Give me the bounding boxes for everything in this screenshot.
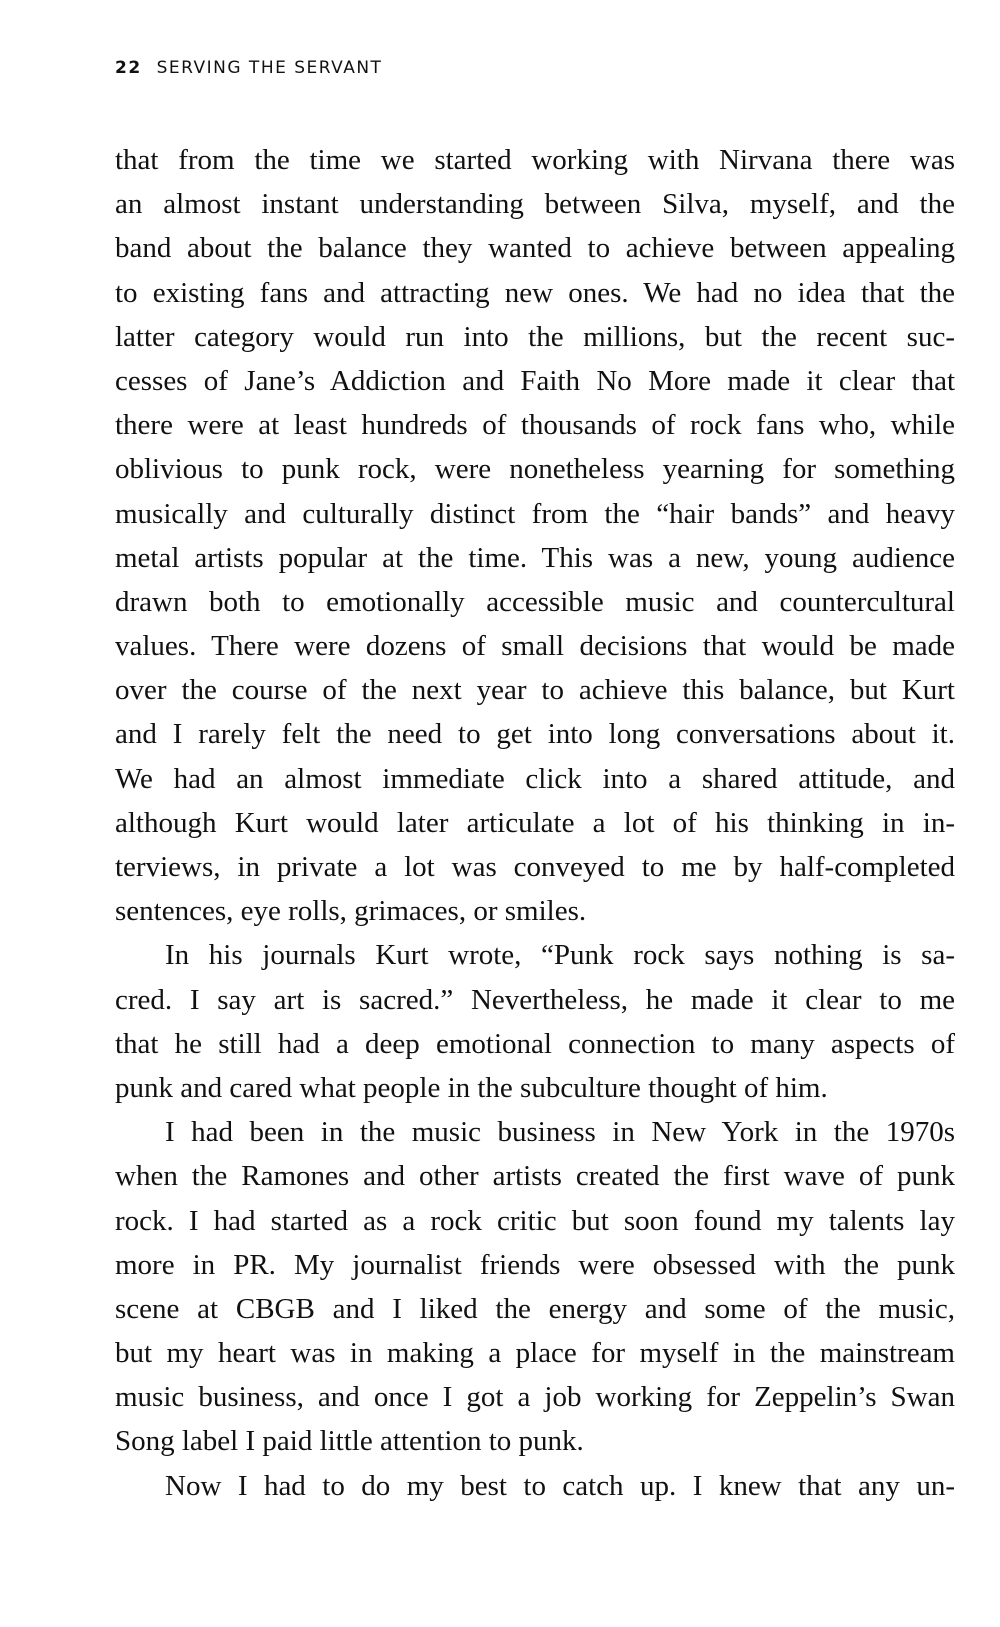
text-line: musically and culturally distinct from the “hair bands” and heavy: [115, 497, 955, 530]
text-line: an almost instant understanding between Silva, myself, and the: [115, 188, 955, 221]
text-line: We had an almost immediate click into a shared attitude, and: [115, 762, 955, 795]
text-line: over the course of the next year to achieve this balance, but Kurt: [115, 674, 955, 707]
text-line: sentences, eye rolls, grimaces, or smiles.: [115, 895, 587, 928]
text-line: but my heart was in making a place for myself in the mainstream: [115, 1337, 955, 1370]
text-line: metal artists popular at the time. This was a new, young audience: [115, 541, 955, 574]
text-line: band about the balance they wanted to achieve between appealing: [115, 232, 955, 265]
text-line: that from the time we started working with Nirvana there was: [115, 144, 955, 176]
text-line: cesses of Jane’s Addiction and Faith No More made it clear that: [115, 364, 955, 397]
text-line: that he still had a deep emotional connection to many aspects of: [115, 1027, 955, 1060]
text-line: although Kurt would later articulate a lot of his thinking in in-: [115, 806, 955, 839]
body-text: [115, 138, 955, 1508]
text-line: oblivious to punk rock, were nonetheless yearning for something: [115, 453, 955, 486]
running-head: [115, 58, 382, 78]
text-line: In his journals Kurt wrote, “Punk rock says nothing is sa-: [165, 939, 955, 972]
text-line: to existing fans and attracting new ones. We had no idea that the: [115, 276, 955, 309]
text-line: latter category would run into the millions, but the recent suc-: [115, 320, 955, 353]
text-line: when the Ramones and other artists created the first wave of punk: [115, 1160, 955, 1193]
text-line: and I rarely felt the need to get into long conversations about it.: [115, 718, 955, 751]
text-line: Song label I paid little attention to punk.: [115, 1425, 584, 1458]
text-line: terviews, in private a lot was conveyed to me by half-completed: [115, 851, 955, 883]
running-title: SERVING THE SERVANT: [156, 58, 383, 78]
text-line: cred. I say art is sacred.” Nevertheless, he made it clear to me: [115, 983, 955, 1016]
text-line: I had been in the music business in New York in the 1970s: [165, 1116, 955, 1149]
text-line: punk and cared what people in the subculture thought of him.: [115, 1071, 828, 1104]
page-number: 22: [115, 58, 142, 78]
text-line: Now I had to do my best to catch up. I knew that any un-: [165, 1469, 955, 1502]
text-line: scene at CBGB and I liked the energy and some of the music,: [115, 1292, 955, 1325]
text-line: music business, and once I got a job working for Zeppelin’s Swan: [115, 1381, 955, 1414]
text-line: more in PR. My journalist friends were obsessed with the punk: [115, 1248, 955, 1281]
text-line: drawn both to emotionally accessible music and countercultural: [115, 585, 955, 618]
text-line: values. There were dozens of small decisions that would be made: [115, 630, 955, 663]
text-line: rock. I had started as a rock critic but soon found my talents lay: [115, 1204, 955, 1237]
text-line: there were at least hundreds of thousands of rock fans who, while: [115, 409, 955, 442]
